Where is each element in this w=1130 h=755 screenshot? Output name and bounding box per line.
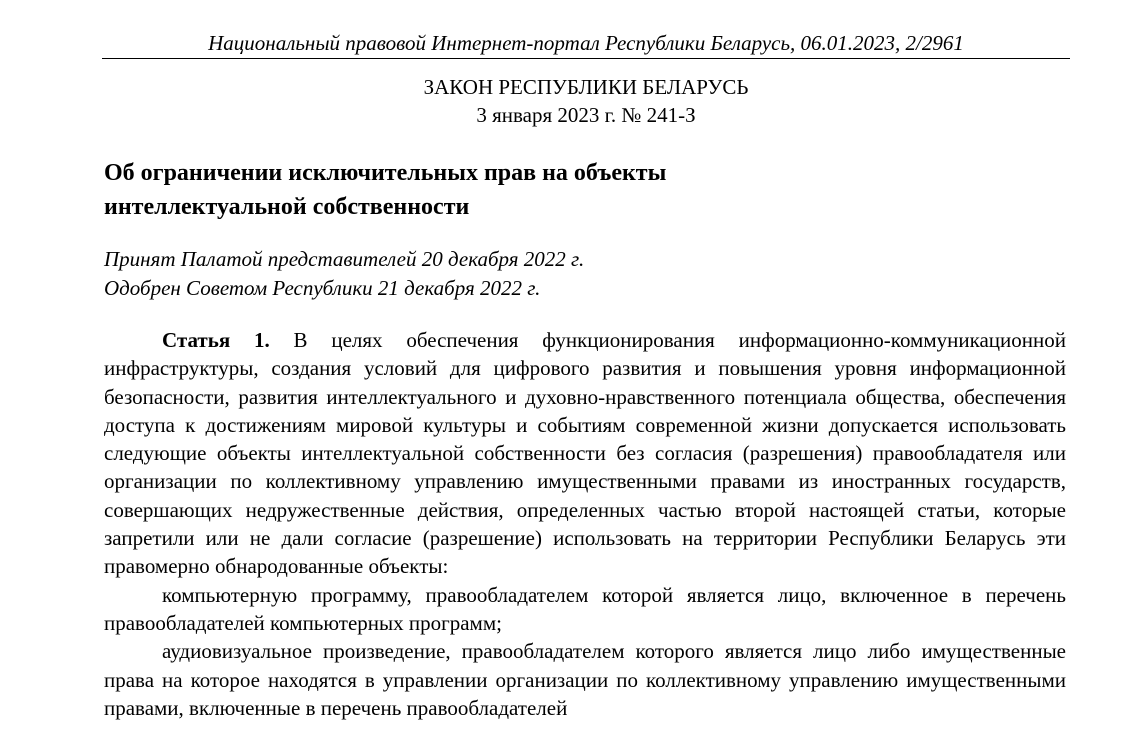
article-1-intro-paragraph — [104, 326, 1066, 581]
law-type: ЗАКОН РЕСПУБЛИКИ БЕЛАРУСЬ — [423, 75, 749, 99]
adoption-chamber: Принят Палатой представителей 20 декабря 2022 г. — [104, 247, 585, 271]
adoption-info — [104, 245, 1004, 303]
document-title — [104, 156, 1004, 224]
document-title-line-1: Об ограничении исключительных прав на объекты — [104, 160, 667, 186]
document-title-line-2: интеллектуальной собственности — [104, 194, 470, 220]
adoption-council: Одобрен Советом Республики 21 декабря 2022 г. — [104, 276, 541, 300]
header-divider — [102, 58, 1070, 59]
article-label: Статья 1. — [162, 328, 270, 352]
law-date-number: 3 января 2023 г. № 241-З — [476, 103, 696, 127]
portal-header: Национальный правовой Интернет-портал Республики Беларусь, 06.01.2023, 2/2961 — [208, 31, 964, 55]
law-heading — [102, 73, 1070, 129]
article-1 — [104, 326, 1066, 722]
article-intro-text: В целях обеспечения функционирования информационно-коммуникационной инфраструктуры, создания условий для цифрового развития и повышения уровня информационной безопасности, развития интеллектуального и духовно-нравственного потенциала общества, обеспечения доступа к достижениям мировой культуры и событиям современной жизни допускается использовать следующие объекты интеллектуальной собственности без согласия (разрешения) правообладателя или организации по коллективному управлению имущественными правами из иностранных государств, совершающих недружественные действия, определенных частью второй настоящей статьи, которые запретили или не дали согласие (разрешение) использовать на территории Республики Беларусь эти правомерно обнародованные объекты: — [104, 328, 1066, 579]
article-item-audiovisual-work: аудиовизуальное произведение, правообладателем которого является лицо либо имущественные права на которое находятся в управлении организации по коллективному управлению имущественными правами, включенные в перечень правообладателей — [104, 639, 1066, 720]
article-item-computer-program: компьютерную программу, правообладателем которой является лицо, включенное в перечень правообладателей компьютерных программ; — [104, 582, 1066, 635]
